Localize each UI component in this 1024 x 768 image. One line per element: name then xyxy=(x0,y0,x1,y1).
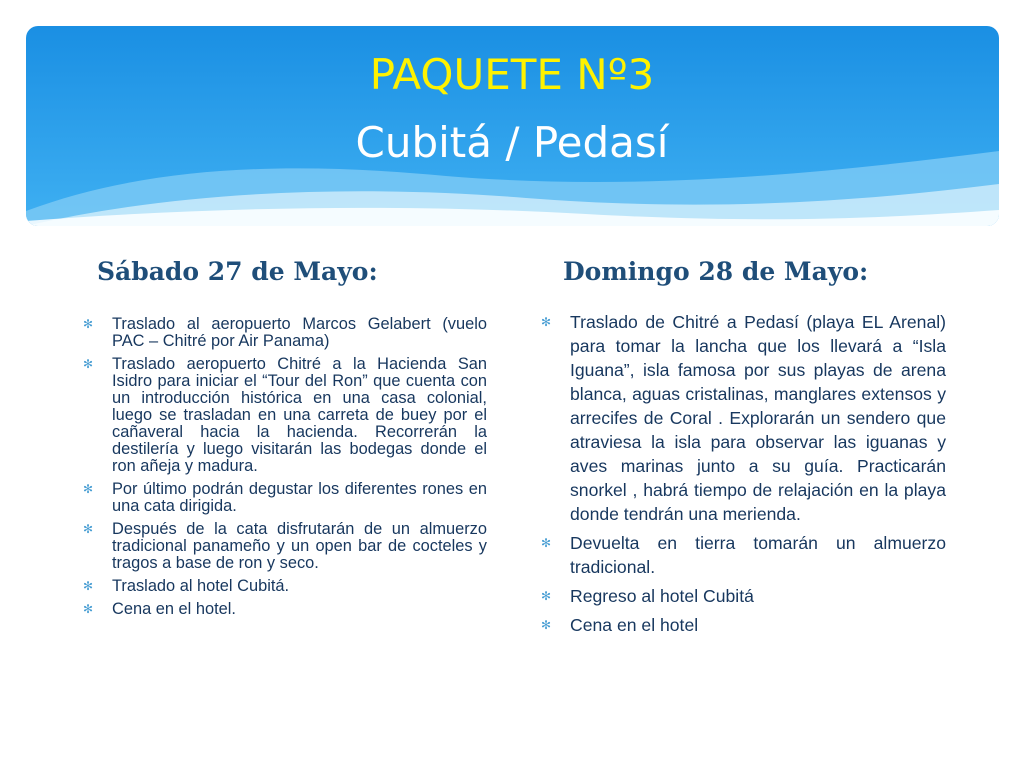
slide-subtitle: Cubitá / Pedasí xyxy=(355,118,669,167)
list-item xyxy=(538,310,946,526)
list-item-text: Cena en el hotel. xyxy=(112,600,236,618)
asterisk-bullet-icon: ✻ xyxy=(83,522,94,536)
list-item-text: Devuelta en tierra tomarán un almuerzo tradicional. xyxy=(570,533,946,577)
sunday-heading: Domingo 28 de Mayo: xyxy=(563,257,869,286)
list-item xyxy=(538,531,946,579)
list-item-text: Por último podrán degustar los diferentes rones en una cata dirigida. xyxy=(112,480,487,515)
asterisk-bullet-icon: ✻ xyxy=(83,482,94,496)
list-item xyxy=(80,521,487,572)
asterisk-bullet-icon: ✻ xyxy=(83,317,94,331)
list-item-text: Regreso al hotel Cubitá xyxy=(570,586,754,606)
asterisk-bullet-icon: ✻ xyxy=(541,315,552,329)
list-item-text: Traslado al aeropuerto Marcos Gelabert (vuelo PAC – Chitré por Air Panama) xyxy=(112,315,487,350)
saturday-itinerary-list xyxy=(80,316,487,624)
list-item xyxy=(80,601,487,618)
asterisk-bullet-icon: ✻ xyxy=(83,602,94,616)
list-item xyxy=(80,316,487,350)
list-item-text: Traslado de Chitré a Pedasí (playa EL Arenal) para tomar la lancha que los llevará a “Isla Iguana”, isla famosa por sus playas de arena blanca, aguas cristalinas, manglares extensos y arrecifes de Coral . Explorarán un sendero que atraviesa la isla para observar las iguanas y aves marinas junto a su guía. Practicarán snorkel , habrá tiempo de relajación en la playa donde tendrán una merienda. xyxy=(570,312,946,524)
asterisk-bullet-icon: ✻ xyxy=(83,357,94,371)
list-item xyxy=(538,584,946,608)
list-item-text: Traslado al hotel Cubitá. xyxy=(112,577,290,595)
list-item-text: Cena en el hotel xyxy=(570,615,699,635)
saturday-heading: Sábado 27 de Mayo: xyxy=(97,257,378,286)
list-item xyxy=(80,356,487,475)
list-item-text: Traslado aeropuerto Chitré a la Hacienda San Isidro para iniciar el “Tour del Ron” que cuenta con un introducción histórica en una casa colonial, luego se trasladan en una carreta de buey por el cañaveral hacia la hacienda. Recorrerán la destilería y luego visitarán las bodegas donde el ron añeja y madura. xyxy=(112,355,487,475)
asterisk-bullet-icon: ✻ xyxy=(541,618,552,632)
asterisk-bullet-icon: ✻ xyxy=(83,579,94,593)
sunday-itinerary-list xyxy=(538,310,946,642)
asterisk-bullet-icon: ✻ xyxy=(541,589,552,603)
list-item xyxy=(80,578,487,595)
slide-title: PAQUETE Nº3 xyxy=(369,50,655,99)
asterisk-bullet-icon: ✻ xyxy=(541,536,552,550)
list-item-text: Después de la cata disfrutarán de un almuerzo tradicional panameño y un open bar de cocteles y tragos a base de ron y seco. xyxy=(112,520,487,572)
list-item xyxy=(80,481,487,515)
list-item xyxy=(538,613,946,637)
